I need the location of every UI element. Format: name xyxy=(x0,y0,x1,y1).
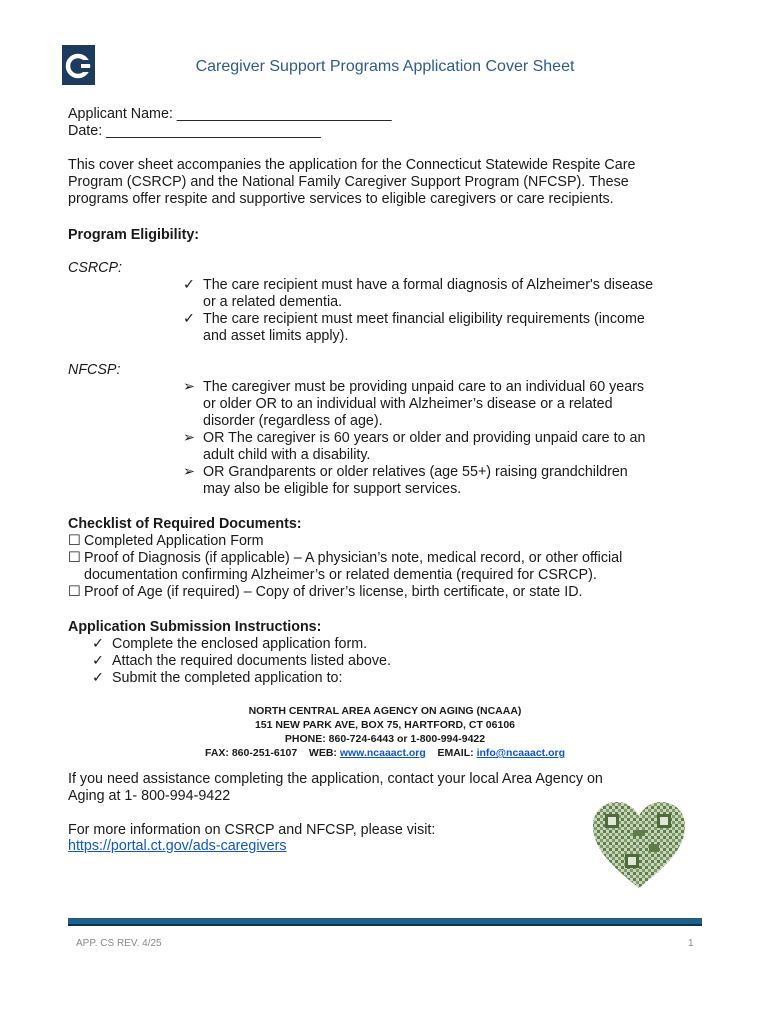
intro-line: This cover sheet accompanies the application for the Connecticut Statewide Respite Care xyxy=(68,157,636,173)
empty-checkbox-icon[interactable]: ☐ xyxy=(68,584,81,600)
page-title: Caregiver Support Programs Application Cover Sheet xyxy=(195,58,575,75)
check-icon: ✓ xyxy=(183,311,195,327)
list-item-cont: disorder (regardless of age). xyxy=(203,413,383,429)
checklist-heading: Checklist of Required Documents: xyxy=(68,516,302,532)
eligibility-heading: Program Eligibility: xyxy=(68,227,200,243)
list-item-cont: and asset limits apply). xyxy=(203,328,349,344)
web-label: WEB: xyxy=(308,747,337,759)
heart-qr-code-icon[interactable] xyxy=(591,800,687,890)
checklist-item[interactable]: ☐ Completed Application Form xyxy=(68,533,264,549)
applicant-name-field[interactable]: Applicant Name: ___________________________ xyxy=(68,106,392,122)
web-link[interactable]: www.ncaaact.org xyxy=(339,747,426,759)
list-item-cont: or a related dementia. xyxy=(203,294,343,310)
submission-heading: Application Submission Instructions: xyxy=(68,619,322,635)
arrow-bullet-icon: ➢ xyxy=(183,430,195,446)
email-link[interactable]: info@ncaaact.org xyxy=(476,747,565,759)
agency-name: NORTH CENTRAL AREA AGENCY ON AGING (NCAAA) xyxy=(248,705,522,717)
list-item: ➢ The caregiver must be providing unpaid care to an individual 60 years xyxy=(183,379,645,395)
date-field[interactable]: Date: ___________________________ xyxy=(68,123,321,139)
list-item: ➢ OR Grandparents or older relatives (age 55+) raising grandchildren xyxy=(183,464,628,480)
revision-label: APP. CS REV. 4/25 xyxy=(76,938,162,949)
agency-address: 151 NEW PARK AVE, BOX 75, HARTFORD, CT 06106 xyxy=(254,719,516,731)
list-item: ✓ The care recipient must meet financial eligibility requirements (income xyxy=(183,311,645,327)
assistance-text: Aging at 1- 800-994-9422 xyxy=(68,788,231,804)
list-item-cont: adult child with a disability. xyxy=(203,447,371,463)
check-icon: ✓ xyxy=(92,670,104,686)
page-number: 1 xyxy=(688,938,694,949)
fax-number: 860-251-6107 xyxy=(231,747,298,759)
list-item: ➢ OR The caregiver is 60 years or older and providing unpaid care to an xyxy=(183,430,646,446)
caregivers-link[interactable]: https://portal.ct.gov/ads-caregivers xyxy=(68,838,287,854)
submission-step: ✓ Submit the completed application to: xyxy=(92,670,343,686)
checklist-item[interactable]: ☐ Proof of Diagnosis (if applicable) – A physician’s note, medical record, or other official xyxy=(68,550,623,566)
more-info-text: For more information on CSRCP and NFCSP, please visit: xyxy=(68,822,436,838)
intro-line: Program (CSRCP) and the National Family Caregiver Support Program (NFCSP). These xyxy=(68,174,629,190)
checklist-item-cont: documentation confirming Alzheimer’s or related dementia (required for CSRCP). xyxy=(84,567,597,583)
assistance-text: If you need assistance completing the application, contact your local Area Agency on xyxy=(68,771,603,787)
csrcp-label: CSRCP: xyxy=(68,260,123,276)
agency-phone: PHONE: 860-724-6443 or 1-800-994-9422 xyxy=(284,733,486,745)
check-icon: ✓ xyxy=(92,653,104,669)
arrow-bullet-icon: ➢ xyxy=(183,379,195,395)
list-item-cont: may also be eligible for support services. xyxy=(203,481,462,497)
list-item-cont: or older OR to an individual with Alzheimer’s disease or a related xyxy=(203,396,613,412)
intro-line: programs offer respite and supportive services to eligible caregivers or care recipients. xyxy=(68,191,614,207)
footer-bar-accent xyxy=(68,924,702,926)
submission-step: ✓ Complete the enclosed application form. xyxy=(92,636,368,652)
checklist-item[interactable]: ☐ Proof of Age (if required) – Copy of driver’s license, birth certificate, or state ID. xyxy=(68,584,583,600)
nfcsp-label: NFCSP: xyxy=(68,362,121,378)
fax-label: FAX: xyxy=(205,747,229,759)
agency-contact-line xyxy=(0,746,770,760)
submission-step: ✓ Attach the required documents listed above. xyxy=(92,653,391,669)
check-icon: ✓ xyxy=(183,277,195,293)
arrow-bullet-icon: ➢ xyxy=(183,464,195,480)
email-label: EMAIL: xyxy=(437,747,474,759)
list-item: ✓ The care recipient must have a formal diagnosis of Alzheimer's disease xyxy=(183,277,654,293)
check-icon: ✓ xyxy=(92,636,104,652)
empty-checkbox-icon[interactable]: ☐ xyxy=(68,550,81,566)
empty-checkbox-icon[interactable]: ☐ xyxy=(68,533,81,549)
